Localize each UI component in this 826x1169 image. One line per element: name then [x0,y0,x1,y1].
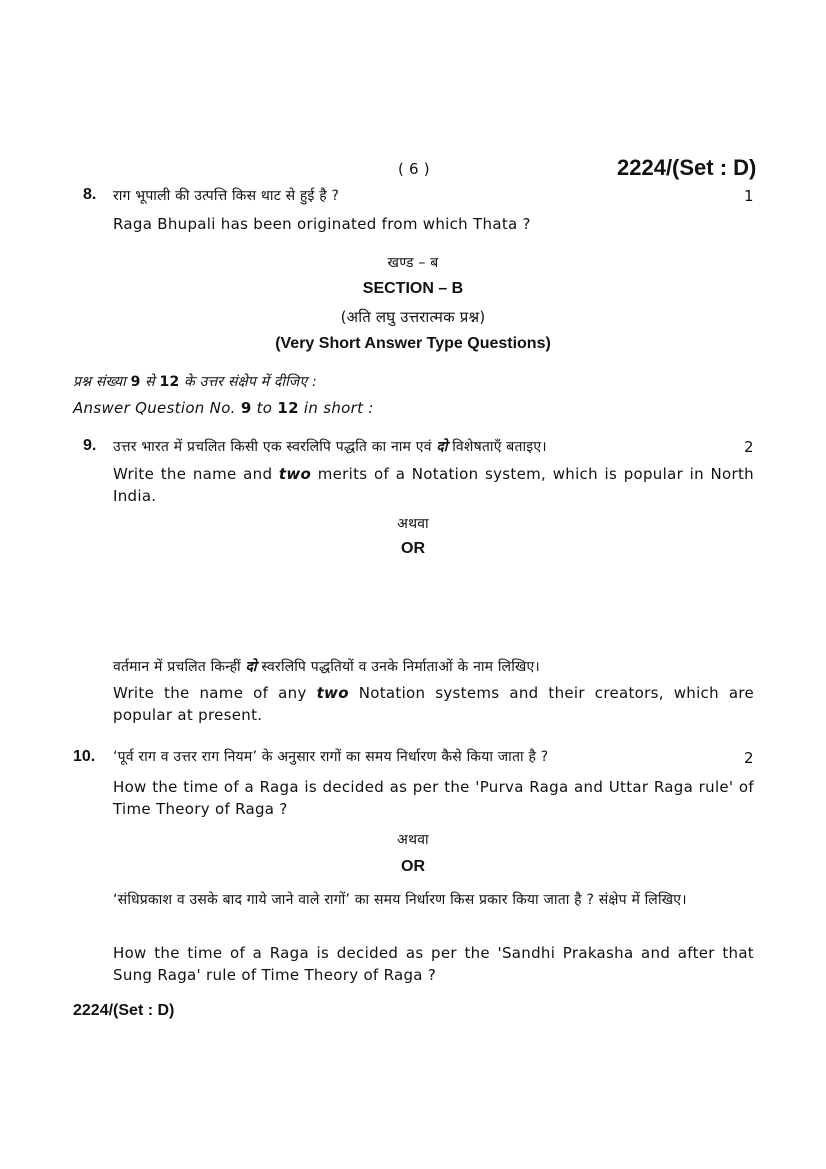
instruction-hindi-pre: प्रश्न संख्या [73,374,131,390]
q8-english-text: Raga Bhupali has been originated from which Thata ? [113,215,531,233]
q10-alt-english-text: How the time of a Raga is decided as per the 'Sandhi Prakasha and after that Sung Raga' rule of Time Theory of Raga ? [113,944,754,984]
section-type-english: (Very Short Answer Type Questions) [275,335,551,352]
q9-alt-hindi-pre: वर्तमान में प्रचलित किन्हीं [113,659,246,675]
q9-alt-hindi-text [113,657,540,676]
q8-number: 8. [83,186,97,203]
q9-english-post: merits of a Notation system, which is popular in North India. [113,465,754,505]
q9-number: 9. [83,437,97,454]
q9-alt-english-post: Notation systems and their creators, which are popular at present. [113,684,755,724]
q9-english-pre: Write the name and [113,465,279,483]
q9-or-english: OR [401,540,425,557]
q9-english-emphasis: two [278,465,312,483]
q10-marks: 2 [744,749,754,767]
q9-hindi-pre: उत्तर भारत में प्रचलित किसी एक स्वरलिपि पद्धति का नाम एवं [113,439,437,455]
q9-hindi-text [113,437,547,456]
q10-english-text: How the time of a Raga is decided as per the 'Purva Raga and Uttar Raga rule' of Time Theory of Raga ? [113,778,754,818]
q9-alt-english-pre: Write the name of any [113,684,317,702]
instruction-english [73,399,374,417]
section-type-hindi: (अति लघु उत्तरात्मक प्रश्न) [340,308,486,326]
instruction-english-post: in short : [298,399,374,417]
instruction-hindi-n1: 9 [130,374,141,390]
q9-english-text [113,463,754,507]
instruction-hindi-n2: 12 [159,374,180,390]
q10-hindi-text: ‘पूर्व राग व उत्तर राग नियम’ के अनुसार रागों का समय निर्धारण कैसे किया जाता है ? [113,749,549,765]
instruction-english-mid: to [251,399,278,417]
instruction-english-n1: 9 [240,399,252,417]
paper-code-footer: 2224/(Set : D) [73,1002,175,1019]
q9-alt-english-emphasis: two [316,684,349,702]
q9-hindi-post: विशेषताएँ बताइए। [447,439,547,455]
q10-or-english: OR [401,858,425,875]
section-title: SECTION – B [362,280,464,297]
q10-number: 10. [73,748,96,765]
instruction-english-n2: 12 [277,399,299,417]
q8-hindi-text: राग भूपाली की उत्पत्ति किस थाट से हुई है ? [113,188,340,204]
q9-alt-hindi-emphasis: दो [245,659,257,675]
q9-or-hindi: अथवा [397,516,429,532]
q9-alt-english-text [113,682,754,726]
section-hindi: खण्ड – ब [387,255,439,271]
paper-code-header: 2224/(Set : D) [617,155,757,180]
q9-marks: 2 [744,438,754,456]
q9-hindi-emphasis: दो [436,439,448,455]
q9-alt-hindi-post: स्वरलिपि पद्धतियों व उनके निर्माताओं के नाम लिखिए। [256,659,540,675]
q10-or-hindi: अथवा [397,832,429,848]
q10-alt-hindi-text: ‘संधिप्रकाश व उसके बाद गाये जाने वाले रागों’ का समय निर्धारण किस प्रकार किया जाता है ? संक्षेप में लिखिए। [113,892,687,908]
instruction-hindi-post: के उत्तर संक्षेप में दीजिए : [179,374,317,390]
instruction-hindi-mid: से [140,374,160,390]
instruction-hindi [73,372,317,391]
q8-marks: 1 [744,187,754,205]
instruction-english-pre: Answer Question No. [73,399,241,417]
page-number: ( 6 ) [398,160,430,178]
